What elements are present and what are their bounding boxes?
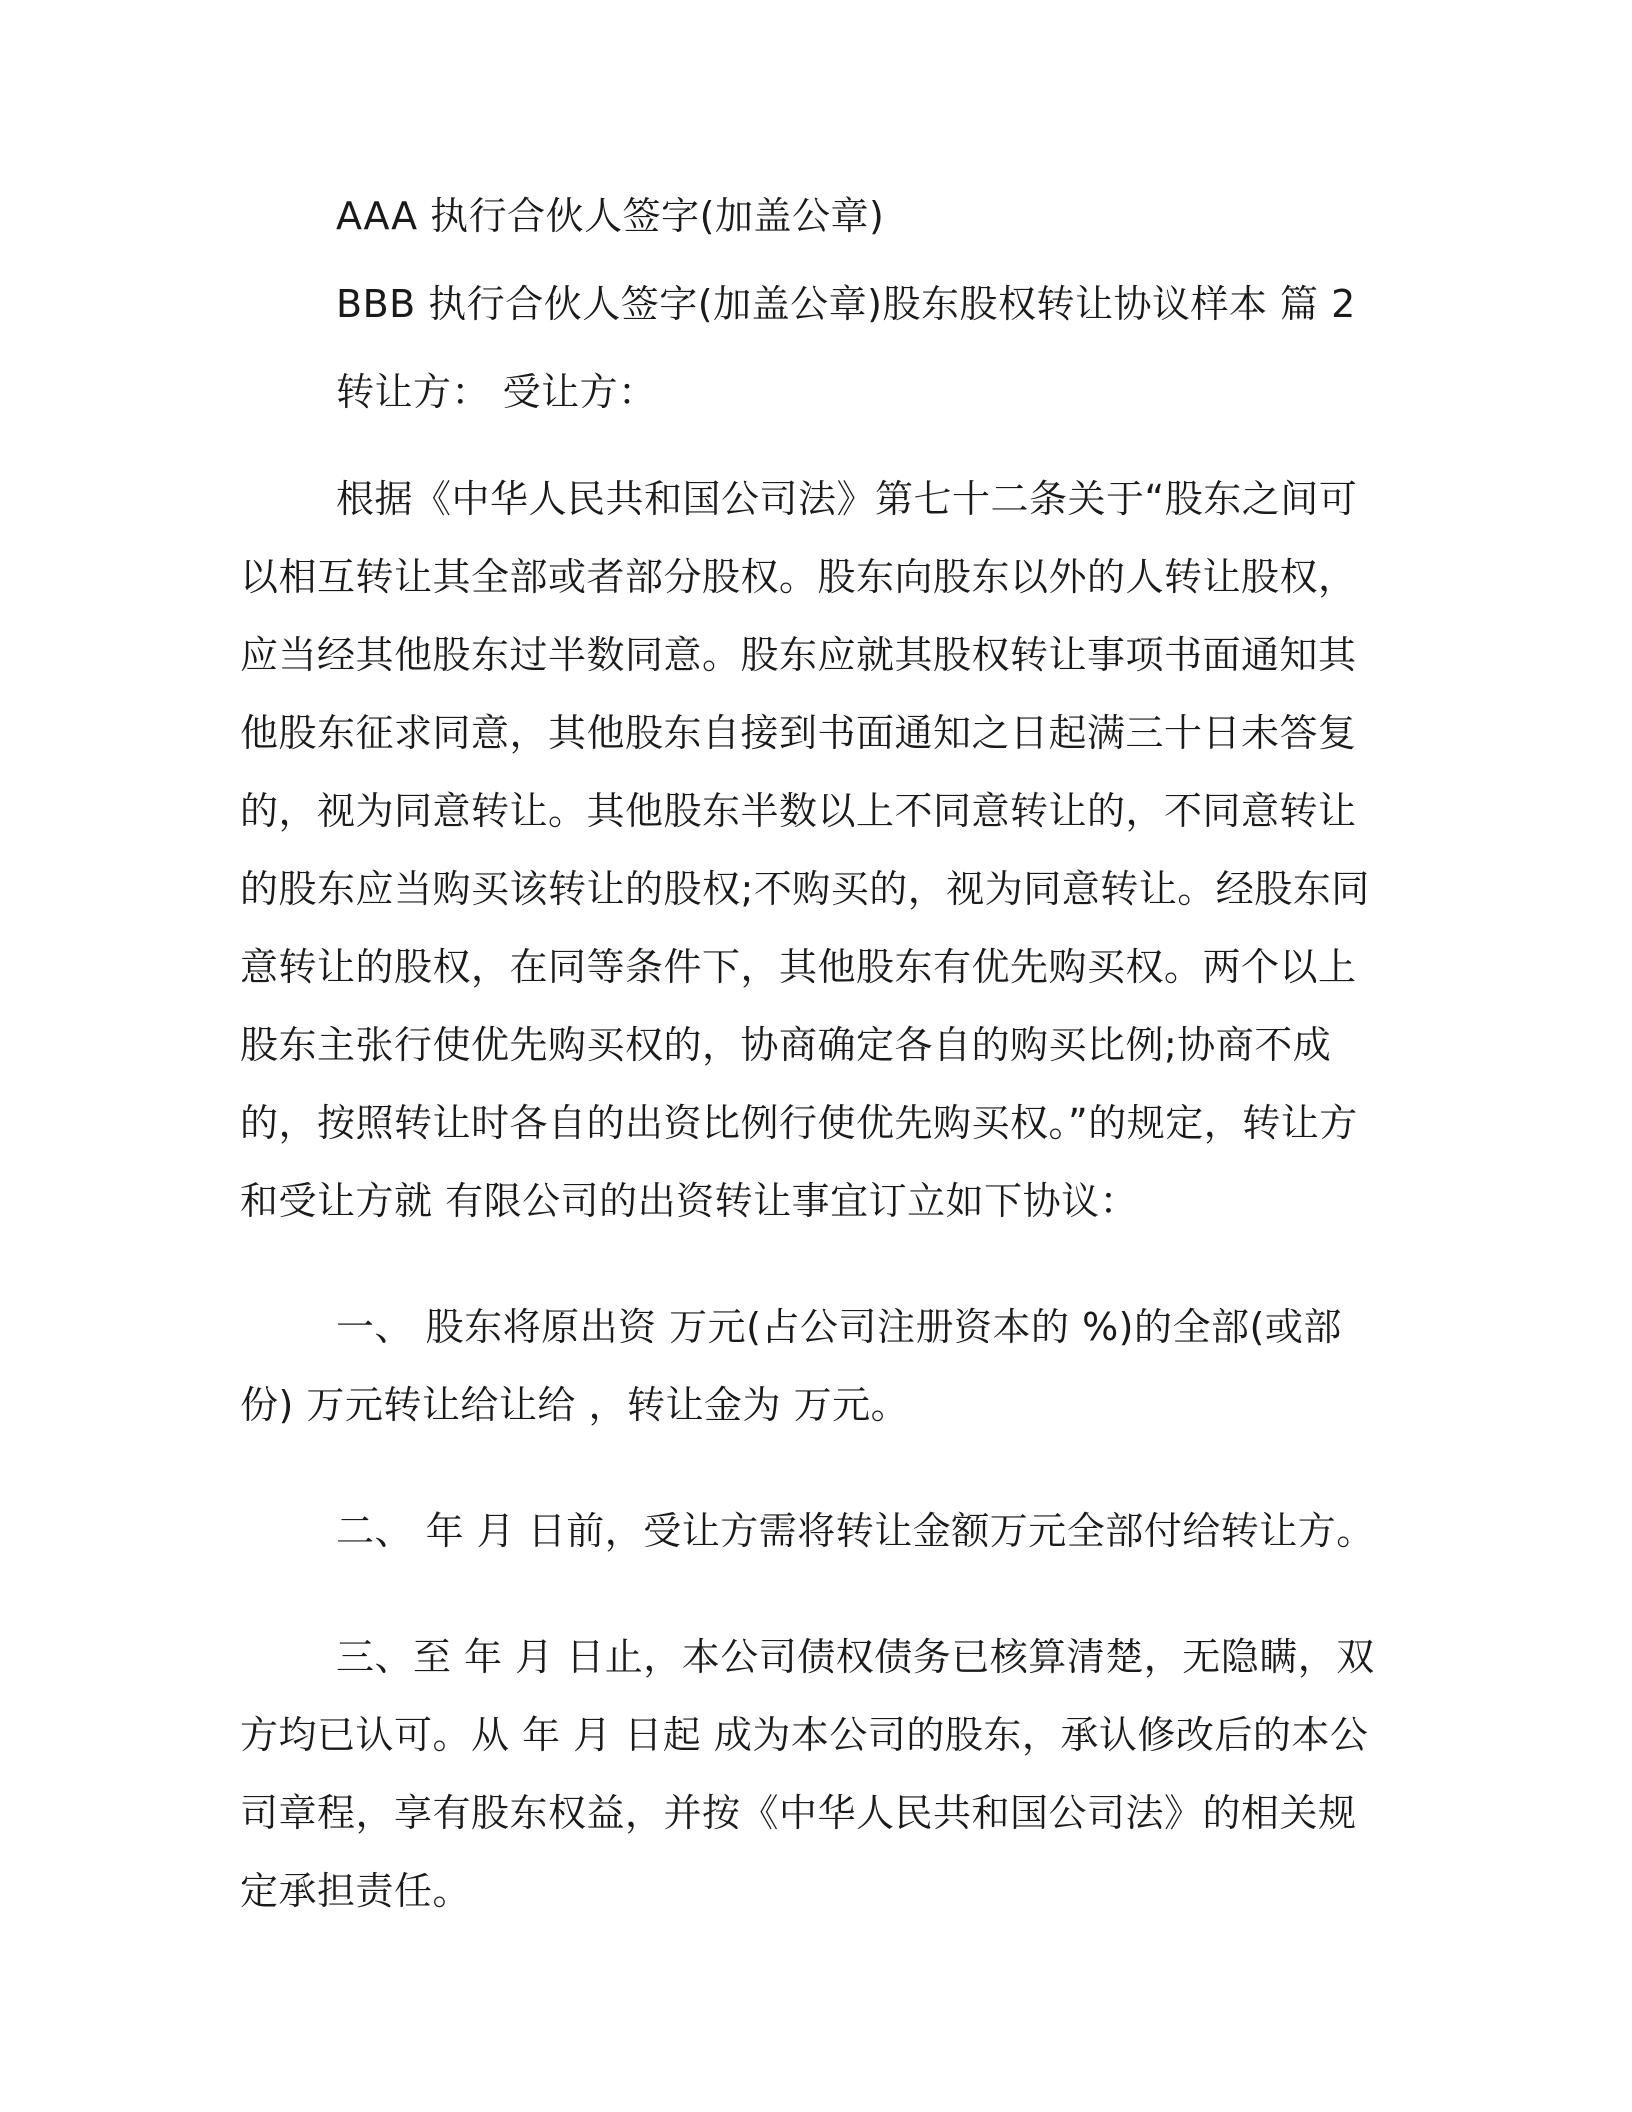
clause-two: 二、 年 月 日前，受让方需将转让金额万元全部付给转让方。 [336, 1509, 1375, 1553]
clause-three: 三、至 年 月 日止，本公司债权债务已核算清楚，无隐瞒，双方均已认可。从 年 月 日起 成为本公司的股东，承认修改后的本公司章程，享有股东权益，并按《中华人民共和国公司法》的相关规定承担责任。 [240, 1635, 1375, 1913]
signature-line-bbb-heading: BBB 执行合伙人签字(加盖公章)股东股权转让协议样本 篇 2 [336, 282, 1356, 326]
signature-line-aaa: AAA 执行合伙人签字(加盖公章) [336, 194, 885, 238]
legal-basis-paragraph: 根据《中华人民共和国公司法》第七十二条关于“股东之间可以相互转让其全部或者部分股权。股东向股东以外的人转让股权，应当经其他股东过半数同意。股东应就其股权转让事项书面通知其他股东征求同意，其他股东自接到书面通知之日起满三十日未答复的，视为同意转让。其他股东半数以上不同意转让的，不同意转让的股东应当购买该转让的股权;不购买的，视为同意转让。经股东同意转让的股权，在同等条件下，其他股东有优先购买权。两个以上股东主张行使优先购买权的，协商确定各自的购买比例;协商不成的，按照转让时各自的出资比例行使优先购买权。”的规定，转让方和受让方就 有限公司的出资转让事宜订立如下协议： [240, 477, 1370, 1223]
document-body [240, 188, 1385, 1930]
parties-line: 转让方： 受让方： [336, 370, 657, 414]
clause-one: 一、 股东将原出资 万元(占公司注册资本的 %)的全部(或部份) 万元转让给让给 ，转让金为 万元。 [240, 1305, 1342, 1427]
